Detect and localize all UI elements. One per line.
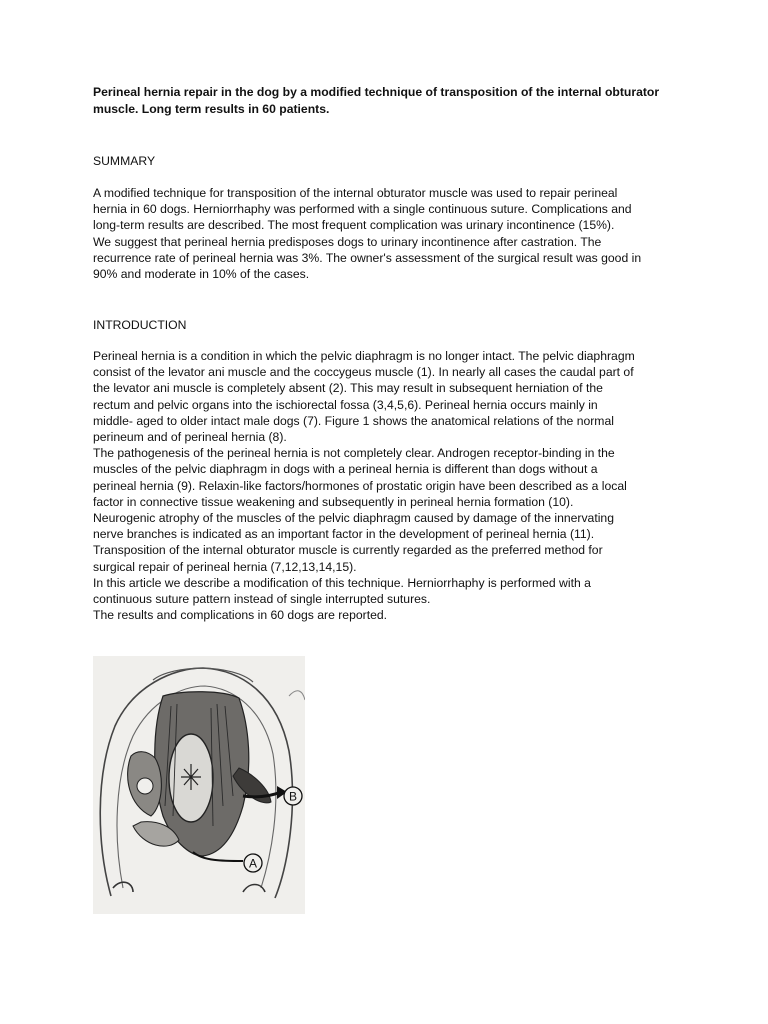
introduction-line: consist of the levator ani muscle and the coccygeus muscle (1). In nearly all cases the caudal part of: [93, 365, 634, 380]
introduction-line: Perineal hernia is a condition in which the pelvic diaphragm is no longer intact. The pelvic diaphragm: [93, 349, 635, 363]
document-title: [93, 84, 683, 118]
summary-line: hernia in 60 dogs. Herniorrhaphy was performed with a single continuous suture. Complications and: [93, 202, 632, 217]
introduction-line: perineal hernia (9). Relaxin-like factors/hormones of prostatic origin have been described as a local: [93, 478, 627, 493]
introduction-line: muscles of the pelvic diaphragm in dogs with a perineal hernia is different than dogs without a: [93, 462, 598, 477]
summary-line: 90% and moderate in 10% of the cases.: [93, 267, 310, 282]
document-page: [93, 84, 683, 623]
introduction-line: In this article we describe a modification of this technique. Herniorrhaphy is performed with a: [93, 575, 591, 590]
summary-line: long-term results are described. The most frequent complication was urinary incontinence (15%).: [93, 218, 615, 233]
summary-line: A modified technique for transposition of the internal obturator muscle was used to repair perineal: [93, 186, 618, 200]
summary-heading: SUMMARY: [93, 154, 156, 168]
label-b-text: B: [288, 789, 298, 804]
introduction-line: nerve branches is indicated as an important factor in the development of perineal hernia (11).: [93, 527, 595, 542]
introduction-line: surgical repair of perineal hernia (7,12,13,14,15).: [93, 559, 357, 574]
introduction-line: rectum and pelvic organs into the ischiorectal fossa (3,4,5,6). Perineal hernia occurs mainly in: [93, 397, 598, 412]
summary-paragraph: [93, 185, 641, 282]
introduction-line: perineum and of perineal hernia (8).: [93, 430, 287, 445]
summary-line: recurrence rate of perineal hernia was 3%. The owner's assessment of the surgical result was good in: [93, 250, 642, 265]
introduction-line: middle- aged to older intact male dogs (7). Figure 1 shows the anatomical relations of the normal: [93, 413, 614, 428]
title-line: muscle. Long term results in 60 patients.: [93, 102, 330, 116]
introduction-line: Transposition of the internal obturator muscle is currently regarded as the preferred method for: [93, 543, 603, 558]
introduction-line: Neurogenic atrophy of the muscles of the pelvic diaphragm caused by damage of the innervating: [93, 511, 614, 526]
title-line: Perineal hernia repair in the dog by a modified technique of transposition of the internal obturator: [93, 85, 660, 99]
summary-line: We suggest that perineal hernia predisposes dogs to urinary incontinence after castration. The: [93, 234, 602, 249]
introduction-line: factor in connective tissue weakening and subsequently in perineal hernia formation (10).: [93, 494, 574, 509]
skin-fold-line: [289, 691, 305, 700]
introduction-heading: INTRODUCTION: [93, 318, 187, 332]
introduction-paragraph: [93, 348, 635, 623]
left-landmark-circle: [137, 778, 153, 794]
introduction-line: continuous suture pattern instead of single interrupted sutures.: [93, 592, 431, 607]
introduction-line: the levator ani muscle is completely absent (2). This may result in subsequent herniation of the: [93, 381, 603, 396]
perineal-anatomy-figure: [93, 656, 305, 914]
introduction-line: The results and complications in 60 dogs are reported.: [93, 608, 388, 623]
perineal-anatomy-drawing: [93, 656, 305, 914]
introduction-line: The pathogenesis of the perineal hernia is not completely clear. Androgen receptor-binding in the: [93, 446, 615, 461]
label-a-text: A: [248, 856, 258, 871]
